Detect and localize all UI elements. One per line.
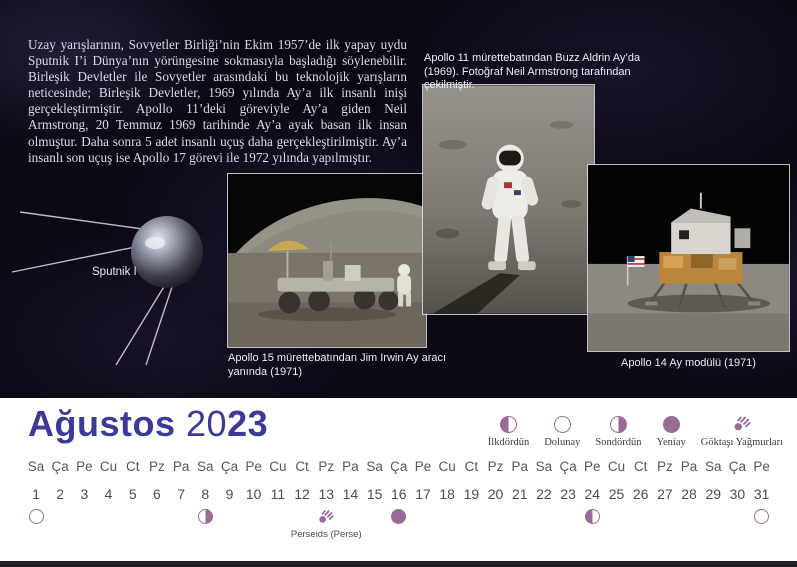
calendar-day-23 bbox=[556, 459, 580, 526]
calendar-day-21 bbox=[508, 459, 532, 526]
calendar-day-29 bbox=[701, 459, 725, 526]
year-thin: 20 bbox=[186, 403, 228, 444]
legend-label: Göktaşı Yağmurları bbox=[700, 437, 783, 448]
weekday-label: Pz bbox=[656, 459, 673, 474]
phase-slot bbox=[198, 506, 213, 526]
calendar-day-17 bbox=[411, 459, 435, 526]
day-number: 28 bbox=[681, 486, 697, 502]
calendar-title bbox=[28, 403, 268, 445]
weekday-label: Pa bbox=[342, 459, 359, 474]
month-name: Ağustos bbox=[28, 403, 176, 444]
phase-slot bbox=[754, 506, 769, 526]
legend-label: Dolunay bbox=[544, 437, 581, 448]
bottom-rule bbox=[0, 561, 797, 567]
weekday-label: Pz bbox=[487, 459, 504, 474]
day-number: 3 bbox=[80, 486, 89, 502]
full-moon-icon bbox=[754, 509, 769, 524]
first-quarter-icon bbox=[585, 509, 600, 524]
weekday-label: Sa bbox=[27, 459, 45, 474]
calendar-day-1 bbox=[24, 459, 48, 526]
apollo11-aldrin-photo bbox=[422, 84, 595, 315]
weekday-label: Pa bbox=[172, 459, 190, 474]
day-number: 4 bbox=[104, 486, 113, 502]
weekday-label: Pa bbox=[511, 459, 528, 474]
calendar-day-31 bbox=[750, 459, 774, 526]
meteor-shower-icon bbox=[732, 413, 752, 433]
last-quarter-icon bbox=[198, 509, 213, 524]
weekday-label: Ct bbox=[295, 459, 309, 474]
new-moon-icon bbox=[663, 416, 680, 433]
calendar-day-18 bbox=[435, 459, 459, 526]
calendar-day-30 bbox=[725, 459, 749, 526]
weekday-label: Pe bbox=[753, 459, 770, 474]
day-number: 14 bbox=[342, 486, 359, 502]
day-number: 26 bbox=[632, 486, 649, 502]
day-number: 27 bbox=[657, 486, 673, 502]
legend-item bbox=[595, 416, 641, 448]
weekday-label: Ça bbox=[728, 459, 747, 474]
weekday-label: Pe bbox=[76, 459, 93, 474]
legend-label: İlkdördün bbox=[487, 437, 530, 448]
calendar-day-16 bbox=[387, 459, 411, 526]
day-number: 22 bbox=[536, 486, 552, 502]
phase-slot bbox=[29, 506, 44, 526]
calendar-day-10 bbox=[242, 459, 266, 526]
last-quarter-icon bbox=[610, 416, 627, 433]
weekday-label: Sa bbox=[366, 459, 383, 474]
weekday-label: Pe bbox=[414, 459, 432, 474]
day-number: 7 bbox=[177, 486, 186, 502]
apollo14-caption: Apollo 14 Ay modülü (1971) bbox=[621, 357, 756, 369]
day-number: 20 bbox=[487, 486, 504, 502]
calendar-day-3 bbox=[72, 459, 96, 526]
calendar-grid bbox=[24, 459, 774, 540]
meteor-shower-note: Perseids (Perse) bbox=[290, 529, 362, 540]
day-number: 25 bbox=[608, 486, 625, 502]
apollo15-rover-photo bbox=[227, 173, 427, 348]
year-bold: 23 bbox=[227, 403, 269, 444]
phase-slot bbox=[585, 506, 600, 526]
calendar-day-14 bbox=[338, 459, 362, 526]
day-number: 13 bbox=[318, 486, 335, 502]
apollo14-module-photo bbox=[587, 164, 790, 352]
sputnik-illustration bbox=[0, 195, 240, 370]
day-number: 9 bbox=[225, 486, 234, 502]
weekday-label: Cu bbox=[438, 459, 456, 474]
calendar-day-19 bbox=[459, 459, 483, 526]
day-number: 19 bbox=[463, 486, 480, 502]
calendar-day-15 bbox=[363, 459, 387, 526]
weekday-label: Sa bbox=[197, 459, 214, 474]
day-number: 17 bbox=[415, 486, 431, 502]
calendar-day-11 bbox=[266, 459, 290, 526]
weekday-label: Cu bbox=[607, 459, 626, 474]
calendar-day-25 bbox=[605, 459, 629, 526]
weekday-label: Ct bbox=[633, 459, 648, 474]
weekday-label: Pz bbox=[149, 459, 165, 474]
day-number: 6 bbox=[153, 486, 161, 502]
phase-slot bbox=[317, 506, 335, 526]
calendar-day-20 bbox=[484, 459, 508, 526]
calendar-day-9 bbox=[218, 459, 242, 526]
calendar-day-4 bbox=[97, 459, 121, 526]
moon-phase-legend bbox=[488, 413, 783, 448]
day-number: 23 bbox=[560, 486, 576, 502]
day-number: 15 bbox=[366, 486, 383, 502]
day-number: 30 bbox=[729, 486, 746, 502]
day-number: 16 bbox=[391, 486, 407, 502]
calendar-day-5 bbox=[121, 459, 145, 526]
calendar-day-6 bbox=[145, 459, 169, 526]
apollo15-caption: Apollo 15 mürettebatından Jim Irwin Ay aracı yanında (1971) bbox=[228, 352, 447, 378]
day-number: 31 bbox=[753, 486, 770, 502]
day-number: 18 bbox=[439, 486, 455, 502]
new-moon-icon bbox=[391, 509, 406, 524]
calendar-day-26 bbox=[629, 459, 653, 526]
calendar-day-28 bbox=[677, 459, 701, 526]
apollo11-caption: Apollo 11 mürettebatından Buzz Aldrin Ay’da (1969). Fotoğraf Neil Armstrong tarafından çekilmiştir. bbox=[424, 52, 641, 91]
phase-slot bbox=[391, 506, 406, 526]
weekday-label: Sa bbox=[704, 459, 722, 474]
calendar-day-24 bbox=[580, 459, 604, 526]
legend-label: Sondördün bbox=[595, 437, 642, 448]
weekday-label: Cu bbox=[269, 459, 287, 474]
weekday-label: Cu bbox=[99, 459, 118, 474]
day-number: 24 bbox=[584, 486, 601, 502]
legend-item bbox=[701, 413, 783, 448]
sputnik-label: Sputnik I bbox=[92, 266, 137, 278]
calendar-day-8 bbox=[193, 459, 217, 526]
weekday-label: Ça bbox=[51, 459, 69, 474]
full-moon-icon bbox=[554, 416, 571, 433]
weekday-label: Ça bbox=[559, 459, 577, 474]
weekday-label: Sa bbox=[535, 459, 553, 474]
day-number: 5 bbox=[128, 486, 137, 502]
calendar-day-12 bbox=[290, 459, 314, 526]
legend-item bbox=[488, 416, 529, 448]
calendar-day-2 bbox=[48, 459, 72, 526]
weekday-label: Pa bbox=[680, 459, 698, 474]
day-number: 12 bbox=[294, 486, 310, 502]
full-moon-icon bbox=[29, 509, 44, 524]
weekday-label: Ct bbox=[464, 459, 479, 474]
day-number: 11 bbox=[270, 486, 286, 502]
weekday-label: Ct bbox=[126, 459, 140, 474]
day-number: 2 bbox=[56, 486, 65, 502]
first-quarter-icon bbox=[500, 416, 517, 433]
legend-item bbox=[656, 416, 685, 448]
day-number: 10 bbox=[245, 486, 262, 502]
sputnik-sphere bbox=[131, 216, 203, 288]
calendar-day-27 bbox=[653, 459, 677, 526]
weekday-label: Ça bbox=[220, 459, 239, 474]
day-number: 21 bbox=[511, 486, 528, 502]
weekday-label: Pe bbox=[245, 459, 262, 474]
calendar-day-7 bbox=[169, 459, 193, 526]
day-number: 8 bbox=[201, 486, 210, 502]
legend-item bbox=[544, 416, 580, 448]
intro-paragraph: Uzay yarışlarının, Sovyetler Birliği’nin Ekim 1957’de ilk yapay uydu Sputnik I’i Dünya’nın yörüngesine sokmasıyla başladığı söylenebilir. Birleşik Devletler ile Sovyetler arasındaki bu teknolojik yarışların neticesinde; Birleşik Devletler, 1969 yılında Ay’a ilk insanlı inişi gerçekleştirmiştir. Apollo 11’deki göreviyle Ay’a giden Neil Armstrong, 20 Temmuz 1969 tarihinde Ay’a ayak basan ilk insan olmuştur. Daha sonra 5 adet insanlı uçuş daha gerçekleştirilmiştir. Ay’a insanlı son uçuş ise Apollo 17 görevi ile 1972 yılında yapılmıştır. bbox=[28, 37, 407, 165]
weekday-label: Pe bbox=[584, 459, 601, 474]
day-number: 1 bbox=[32, 486, 40, 502]
calendar-day-22 bbox=[532, 459, 556, 526]
weekday-label: Ça bbox=[390, 459, 408, 474]
meteor-shower-icon bbox=[317, 507, 335, 525]
legend-label: Yeniay bbox=[656, 437, 686, 448]
day-number: 29 bbox=[705, 486, 722, 502]
weekday-label: Pz bbox=[318, 459, 335, 474]
